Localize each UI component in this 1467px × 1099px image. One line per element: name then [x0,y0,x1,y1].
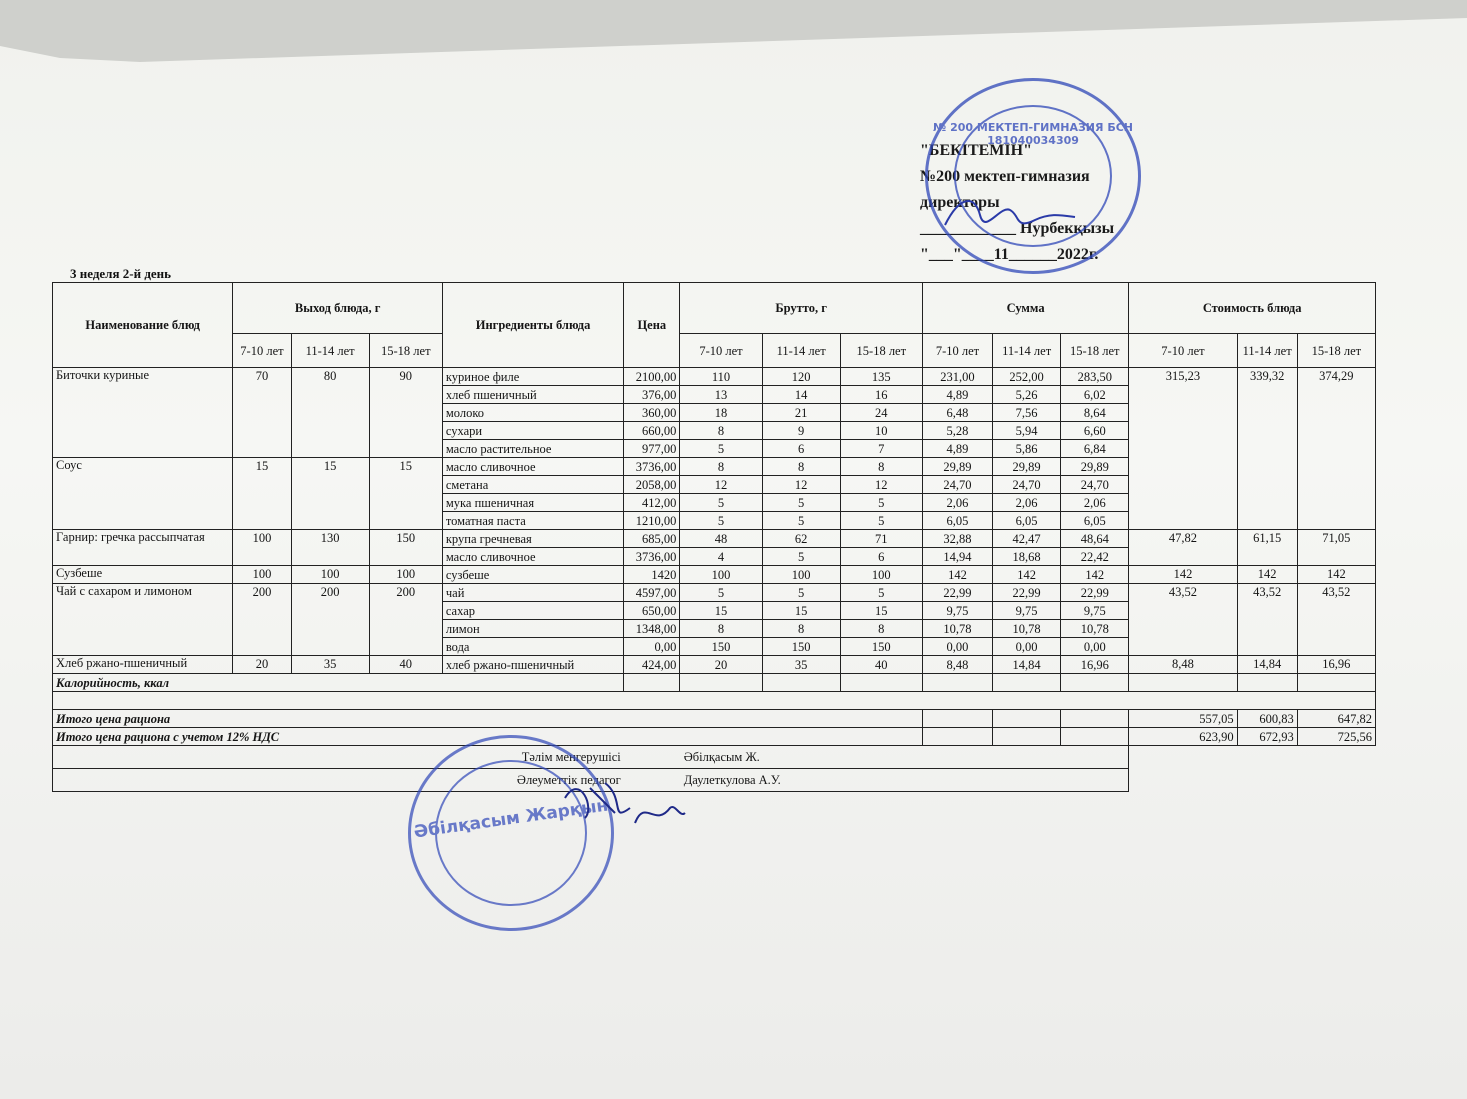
gross-weight: 12 [680,476,762,494]
table-row [53,656,1376,674]
gross-weight: 120 [762,368,840,386]
dish-output: 90 [369,368,442,458]
gross-weight: 5 [762,584,840,602]
gross-weight: 5 [762,494,840,512]
sign2-name: Даулеткулова А.У. [624,769,1129,792]
dish-output: 15 [291,458,369,530]
ingredient-sum: 6,05 [993,512,1061,530]
sign1-name: Әбілқасым Ж. [624,746,1129,769]
gross-weight: 150 [762,638,840,656]
school-stamp-text: № 200 МЕКТЕП-ГИМНАЗИЯ БСН 181040034309 [933,121,1133,147]
ingredient-sum: 16,96 [1061,656,1129,674]
ingredient-sum: 4,89 [922,440,992,458]
dish-output: 100 [291,566,369,584]
header-cost: Стоимость блюда [1129,283,1376,334]
gross-weight: 5 [680,440,762,458]
gross-weight: 4 [680,548,762,566]
header-ingredients: Ингредиенты блюда [442,283,623,368]
gross-weight: 6 [840,548,922,566]
ingredient-price: 1348,00 [624,620,680,638]
dish-output: 100 [233,530,291,566]
approval-line: №200 мектеп-гимназия [920,168,1090,185]
dish-cost: 47,82 [1129,530,1237,566]
gross-weight: 15 [762,602,840,620]
ingredient-name: томатная паста [442,512,623,530]
gross-weight: 100 [680,566,762,584]
gross-weight: 10 [840,422,922,440]
ingredient-sum: 252,00 [993,368,1061,386]
dish-name: Биточки куриные [53,368,233,458]
dish-name: Гарнир: гречка рассыпчатая [53,530,233,566]
ingredient-price: 3736,00 [624,548,680,566]
ingredient-price: 2058,00 [624,476,680,494]
ingredient-price: 1420 [624,566,680,584]
gross-weight: 5 [762,512,840,530]
ingredient-name: масло растительное [442,440,623,458]
staff-signature [555,768,695,838]
ingredient-sum: 18,68 [993,548,1061,566]
dish-output: 100 [369,566,442,584]
ingredient-sum: 142 [922,566,992,584]
ingredient-name: масло сливочное [442,548,623,566]
total-vat-cost: 672,93 [1237,728,1297,746]
dish-cost: 43,52 [1297,584,1375,656]
director-signature [940,185,1080,245]
ingredient-sum: 29,89 [1061,458,1129,476]
dish-cost: 61,15 [1237,530,1297,566]
ingredient-sum: 24,70 [993,476,1061,494]
calories-label: Калорийность, ккал [53,674,624,692]
gross-weight: 135 [840,368,922,386]
ingredient-sum: 283,50 [1061,368,1129,386]
ingredient-price: 685,00 [624,530,680,548]
ingredient-price: 4597,00 [624,584,680,602]
dish-cost: 71,05 [1297,530,1375,566]
ingredient-sum: 5,94 [993,422,1061,440]
ingredient-sum: 6,02 [1061,386,1129,404]
gross-weight: 5 [840,584,922,602]
ingredient-sum: 142 [1061,566,1129,584]
gross-weight: 48 [680,530,762,548]
ingredient-price: 660,00 [624,422,680,440]
menu-table [52,282,1376,792]
ingredient-name: сметана [442,476,623,494]
ingredient-sum: 2,06 [993,494,1061,512]
ingredient-price: 977,00 [624,440,680,458]
total-cost: 600,83 [1237,710,1297,728]
gross-weight: 16 [840,386,922,404]
header-age: 15-18 лет [1061,334,1129,368]
header-gross: Брутто, г [680,283,923,334]
ingredient-price: 0,00 [624,638,680,656]
header-price: Цена [624,283,680,368]
ingredient-sum: 8,48 [922,656,992,674]
dish-output: 15 [369,458,442,530]
dish-cost: 16,96 [1297,656,1375,674]
gross-weight: 5 [680,512,762,530]
gross-weight: 5 [762,548,840,566]
header-age: 7-10 лет [922,334,992,368]
gross-weight: 20 [680,656,762,674]
dish-name: Хлеб ржано-пшеничный [53,656,233,674]
gross-weight: 8 [680,422,762,440]
dish-cost: 339,32 [1237,368,1297,530]
ingredient-price: 1210,00 [624,512,680,530]
header-sum: Сумма [922,283,1128,334]
header-age: 15-18 лет [1297,334,1375,368]
gross-weight: 21 [762,404,840,422]
gross-weight: 110 [680,368,762,386]
ingredient-sum: 10,78 [993,620,1061,638]
ingredient-name: крупа гречневая [442,530,623,548]
dish-output: 130 [291,530,369,566]
gross-weight: 71 [840,530,922,548]
ingredient-sum: 10,78 [1061,620,1129,638]
ingredient-sum: 9,75 [993,602,1061,620]
ingredient-sum: 22,99 [1061,584,1129,602]
header-age: 11-14 лет [993,334,1061,368]
menu-body [53,368,1376,674]
gross-weight: 8 [840,620,922,638]
dish-cost: 142 [1129,566,1237,584]
ingredient-sum: 5,26 [993,386,1061,404]
ingredient-sum: 42,47 [993,530,1061,548]
header-dish: Наименование блюд [53,283,233,368]
gross-weight: 15 [840,602,922,620]
ingredient-price: 412,00 [624,494,680,512]
gross-weight: 13 [680,386,762,404]
dish-output: 200 [233,584,291,656]
dish-cost: 14,84 [1237,656,1297,674]
gross-weight: 5 [680,584,762,602]
gross-weight: 100 [840,566,922,584]
ingredient-sum: 48,64 [1061,530,1129,548]
header-age: 7-10 лет [680,334,762,368]
gross-weight: 8 [762,620,840,638]
table-row [53,530,1376,548]
ingredient-sum: 6,05 [1061,512,1129,530]
approval-line: "___"____11______2022г. [920,246,1099,263]
ingredient-sum: 14,84 [993,656,1061,674]
gross-weight: 35 [762,656,840,674]
dish-cost: 315,23 [1129,368,1237,530]
ingredient-sum: 2,06 [922,494,992,512]
total-label: Итого цена рациона [53,710,923,728]
dish-cost: 142 [1237,566,1297,584]
ingredient-sum: 6,48 [922,404,992,422]
dish-cost: 43,52 [1237,584,1297,656]
approval-line: директоры [920,194,1000,211]
ingredient-price: 2100,00 [624,368,680,386]
header-age: 11-14 лет [1237,334,1297,368]
ingredient-price: 360,00 [624,404,680,422]
total-cost: 647,82 [1297,710,1375,728]
header-age: 15-18 лет [840,334,922,368]
ingredient-sum: 5,86 [993,440,1061,458]
dish-output: 150 [369,530,442,566]
gross-weight: 62 [762,530,840,548]
ingredient-sum: 22,99 [922,584,992,602]
gross-weight: 7 [840,440,922,458]
dish-output: 80 [291,368,369,458]
ingredient-sum: 4,89 [922,386,992,404]
dish-name: Чай с сахаром и лимоном [53,584,233,656]
ingredient-sum: 8,64 [1061,404,1129,422]
header-age: 7-10 лет [1129,334,1237,368]
ingredient-sum: 0,00 [1061,638,1129,656]
dish-cost: 142 [1297,566,1375,584]
ingredient-sum: 231,00 [922,368,992,386]
approval-line: "БЕКІТЕМІН" [920,142,1032,159]
gross-weight: 100 [762,566,840,584]
gross-weight: 8 [680,620,762,638]
total-vat-cost: 725,56 [1297,728,1375,746]
table-row [53,368,1376,386]
gross-weight: 8 [840,458,922,476]
gross-weight: 8 [680,458,762,476]
header-output: Выход блюда, г [233,283,442,334]
ingredient-name: мука пшеничная [442,494,623,512]
dish-output: 200 [291,584,369,656]
ingredient-sum: 14,94 [922,548,992,566]
gross-weight: 14 [762,386,840,404]
personal-stamp-name: Әбілқасым Жарқын [412,795,610,843]
dish-cost: 43,52 [1129,584,1237,656]
header-age: 7-10 лет [233,334,291,368]
dish-output: 15 [233,458,291,530]
ingredient-name: сахар [442,602,623,620]
gross-weight: 6 [762,440,840,458]
ingredient-sum: 5,28 [922,422,992,440]
ingredient-price: 3736,00 [624,458,680,476]
ingredient-name: сузбеше [442,566,623,584]
gross-weight: 40 [840,656,922,674]
gross-weight: 15 [680,602,762,620]
dish-name: Соус [53,458,233,530]
gross-weight: 18 [680,404,762,422]
ingredient-sum: 22,99 [993,584,1061,602]
gross-weight: 8 [762,458,840,476]
ingredient-sum: 0,00 [922,638,992,656]
gross-weight: 12 [840,476,922,494]
ingredient-sum: 24,70 [922,476,992,494]
ingredient-sum: 10,78 [922,620,992,638]
dish-output: 200 [369,584,442,656]
table-row [53,584,1376,602]
ingredient-name: лимон [442,620,623,638]
gross-weight: 24 [840,404,922,422]
ingredient-sum: 142 [993,566,1061,584]
ingredient-sum: 6,84 [1061,440,1129,458]
ingredient-name: хлеб ржано-пшеничный [442,656,623,674]
ingredient-sum: 6,05 [922,512,992,530]
ingredient-name: куриное филе [442,368,623,386]
ingredient-price: 650,00 [624,602,680,620]
total-vat-label: Итого цена рациона с учетом 12% НДС [53,728,923,746]
gross-weight: 150 [680,638,762,656]
ingredient-sum: 9,75 [1061,602,1129,620]
gross-weight: 5 [840,494,922,512]
ingredient-sum: 29,89 [922,458,992,476]
total-cost: 557,05 [1129,710,1237,728]
dish-output: 100 [233,566,291,584]
dish-output: 35 [291,656,369,674]
ingredient-sum: 2,06 [1061,494,1129,512]
dish-output: 40 [369,656,442,674]
header-age: 11-14 лет [762,334,840,368]
sign2-role: Әлеуметтік педагог [53,769,624,792]
header-age: 15-18 лет [369,334,442,368]
dish-cost: 374,29 [1297,368,1375,530]
ingredient-name: вода [442,638,623,656]
ingredient-sum: 24,70 [1061,476,1129,494]
ingredient-name: масло сливочное [442,458,623,476]
ingredient-sum: 29,89 [993,458,1061,476]
total-vat-cost: 623,90 [1129,728,1237,746]
ingredient-name: хлеб пшеничный [442,386,623,404]
gross-weight: 5 [840,512,922,530]
ingredient-price: 424,00 [624,656,680,674]
table-row [53,566,1376,584]
ingredient-name: сухари [442,422,623,440]
approval-line: ____________ Нурбекқызы [920,220,1115,237]
dish-name: Сузбеше [53,566,233,584]
gross-weight: 12 [762,476,840,494]
dish-output: 70 [233,368,291,458]
page-title: 3 неделя 2-й день [70,266,172,281]
header-age: 11-14 лет [291,334,369,368]
ingredient-price: 376,00 [624,386,680,404]
gross-weight: 150 [840,638,922,656]
ingredient-sum: 9,75 [922,602,992,620]
ingredient-name: молоко [442,404,623,422]
dish-cost: 8,48 [1129,656,1237,674]
ingredient-sum: 7,56 [993,404,1061,422]
dish-output: 20 [233,656,291,674]
ingredient-sum: 22,42 [1061,548,1129,566]
gross-weight: 9 [762,422,840,440]
sign1-role: Тәлім менгерушісі [53,746,624,769]
ingredient-sum: 0,00 [993,638,1061,656]
gross-weight: 5 [680,494,762,512]
ingredient-sum: 32,88 [922,530,992,548]
ingredient-name: чай [442,584,623,602]
ingredient-sum: 6,60 [1061,422,1129,440]
